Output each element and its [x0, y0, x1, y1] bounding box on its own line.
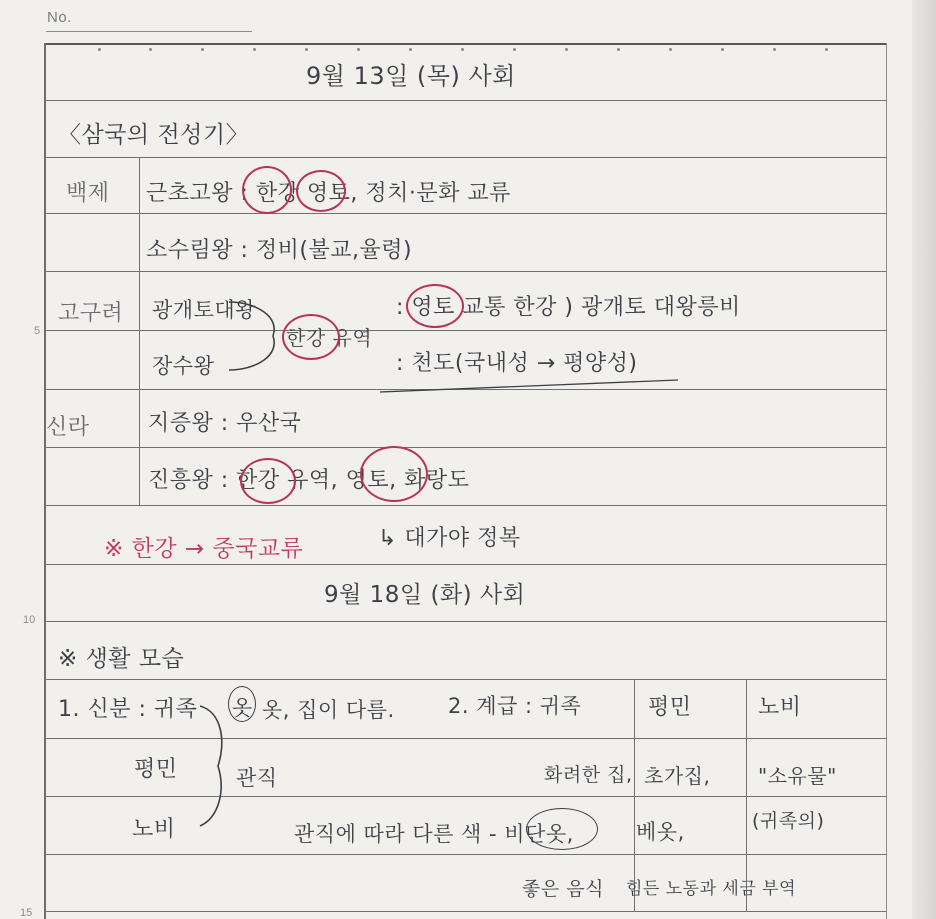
- rule-line: [46, 447, 886, 448]
- rule-dot: [357, 48, 360, 51]
- section-title: 〈삼국의 전성기〉: [58, 122, 250, 148]
- rule-dot: [721, 48, 724, 51]
- rule-line: [46, 564, 886, 565]
- rule-dot: [513, 48, 516, 51]
- class-title: 2. 계급 : 귀족: [448, 694, 582, 718]
- status-title: 1. 신분 : 귀족: [58, 697, 198, 722]
- good-food: 좋은 음식: [522, 878, 604, 900]
- date-heading-1: 9월 13일 (목) 사회: [306, 62, 516, 90]
- silla-arrow-note: ↳ 대가야 정복: [378, 526, 521, 551]
- rule-line: [46, 738, 886, 739]
- page-number-line: [46, 31, 252, 32]
- rule-dot: [305, 48, 308, 51]
- rule-dot: [409, 48, 412, 51]
- rule-line: [46, 43, 886, 45]
- rule-dot: [98, 48, 101, 51]
- silla-label: 신라: [46, 415, 90, 440]
- rule-dot: [825, 48, 828, 51]
- row-nobi: 노비: [132, 817, 176, 842]
- highlight-circle: [526, 808, 598, 850]
- highlight-circle: [406, 284, 464, 328]
- baekje-line-2: 소수림왕 : 정비(불교,율령): [146, 238, 413, 263]
- date-heading-2: 9월 18일 (화) 사회: [324, 582, 526, 608]
- gwanjik-label: 관직: [236, 766, 278, 790]
- line-number-10: 10: [23, 614, 36, 626]
- header-nobi: 노비: [758, 695, 802, 720]
- row-pyeongmin: 평민: [134, 757, 178, 782]
- rule-dot: [565, 48, 568, 51]
- bracket-status: [196, 702, 236, 832]
- baekje-label: 백제: [66, 181, 110, 206]
- status-description: 옷, 집이 다름.: [262, 698, 395, 722]
- rule-line: [46, 157, 886, 158]
- highlight-circle: [240, 458, 296, 504]
- page-edge: [912, 0, 936, 919]
- highlight-circle: [282, 314, 340, 360]
- goguryeo-line-1b: : 영토 교통 한강 ) 광개토 대왕릉비: [396, 295, 741, 320]
- line-number-5: 5: [34, 325, 41, 337]
- hard-labor: 힘든 노동과 세금 부역: [626, 879, 797, 899]
- rule-line: [46, 621, 886, 622]
- rule-dot: [617, 48, 620, 51]
- property-label: "소유물": [758, 764, 837, 788]
- circled-char: 옷: [232, 696, 253, 720]
- highlight-circle: [360, 446, 428, 502]
- rule-dot: [669, 48, 672, 51]
- rule-dot: [253, 48, 256, 51]
- goguryeo-line-2b: : 천도(국내성 → 평양성): [396, 351, 638, 376]
- line-number-15: 15: [20, 907, 33, 919]
- highlight-circle: [296, 170, 346, 212]
- goguryeo-line-2a: 장수왕: [152, 354, 215, 378]
- rule-dot: [149, 48, 152, 51]
- underline-stroke: [380, 378, 680, 398]
- rule-line: [46, 796, 886, 797]
- red-note: ※ 한강 → 중국교류: [104, 536, 304, 562]
- fancy-house: 화려한 집,: [544, 764, 633, 786]
- header-pyeongmin: 평민: [648, 695, 692, 720]
- bracket-goguryeo: [225, 296, 285, 376]
- goguryeo-line-1a: 광개토대왕: [152, 298, 256, 322]
- rule-dot: [461, 48, 464, 51]
- goguryeo-label: 고구려: [58, 301, 124, 326]
- page-number-label: No.: [47, 9, 72, 26]
- hemp-clothes: 베옷,: [636, 820, 685, 844]
- rule-line: [46, 911, 886, 912]
- life-title: ※ 생활 모습: [58, 646, 185, 672]
- kingdom-divider: [139, 157, 140, 505]
- silla-line-2: 진흥왕 : 한강 유역, 영토, 화랑도: [148, 468, 470, 493]
- rule-line: [46, 505, 886, 506]
- gwijok-of: (귀족의): [752, 810, 825, 832]
- rule-line: [46, 100, 886, 101]
- rule-dot: [773, 48, 776, 51]
- rule-line: [46, 679, 886, 680]
- goguryeo-middle: 한강 유역: [286, 326, 373, 350]
- highlight-circle: [242, 166, 292, 214]
- rule-line: [46, 330, 886, 331]
- rule-dot: [201, 48, 204, 51]
- gwanjik-color: 관직에 따라 다른 색 - 비단옷,: [294, 822, 574, 846]
- baekje-line-1: 근초고왕 : 한강 영토, 정치·문화 교류: [146, 181, 511, 206]
- rule-line: [46, 854, 886, 855]
- thatched-house: 초가집,: [644, 764, 711, 788]
- rule-line: [46, 271, 886, 272]
- silla-line-1: 지증왕 : 우산국: [148, 411, 302, 436]
- rule-line: [46, 213, 886, 214]
